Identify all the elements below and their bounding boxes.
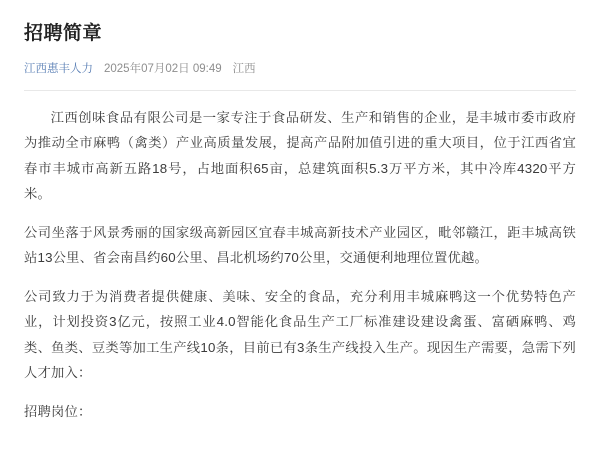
page-title: 招聘简章	[24, 23, 103, 44]
meta-location: 江西	[232, 62, 256, 75]
body-paragraph: 公司坐落于风景秀丽的国家级高新园区宜春丰城高新技术产业园区，毗邻赣江，距丰城高铁站13公里、省会南昌约60公里、昌北机场约70公里，交通便利地理位置优越。	[24, 224, 576, 266]
body-paragraph: 招聘岗位：	[24, 403, 92, 419]
article-body	[24, 105, 576, 425]
article-meta	[24, 61, 576, 77]
meta-date: 2025年07月02日 09:49	[104, 62, 222, 75]
body-paragraph: 江西创味食品有限公司是一家专注于食品研发、生产和销售的企业，是丰城市委市政府为推动全市麻鸭（禽类）产业高质量发展，提高产品附加值引进的重大项目，位于江西省宜春市丰城市高新五路18号，占地面积65亩，总建筑面积5.3万平方米，其中冷库4320平方米。	[24, 109, 576, 202]
body-paragraph: 公司致力于为消费者提供健康、美味、安全的食品，充分利用丰城麻鸭这一个优势特色产业，计划投资3亿元，按照工业4.0智能化食品生产工厂标准建设建设禽蛋、富硒麻鸭、鸡类、鱼类、豆类等加工生产线10条，目前已有3条生产线投入生产。现因生产需要，急需下列人才加入：	[24, 288, 576, 381]
header-divider	[24, 90, 576, 91]
meta-source[interactable]: 江西惠丰人力	[24, 62, 93, 75]
